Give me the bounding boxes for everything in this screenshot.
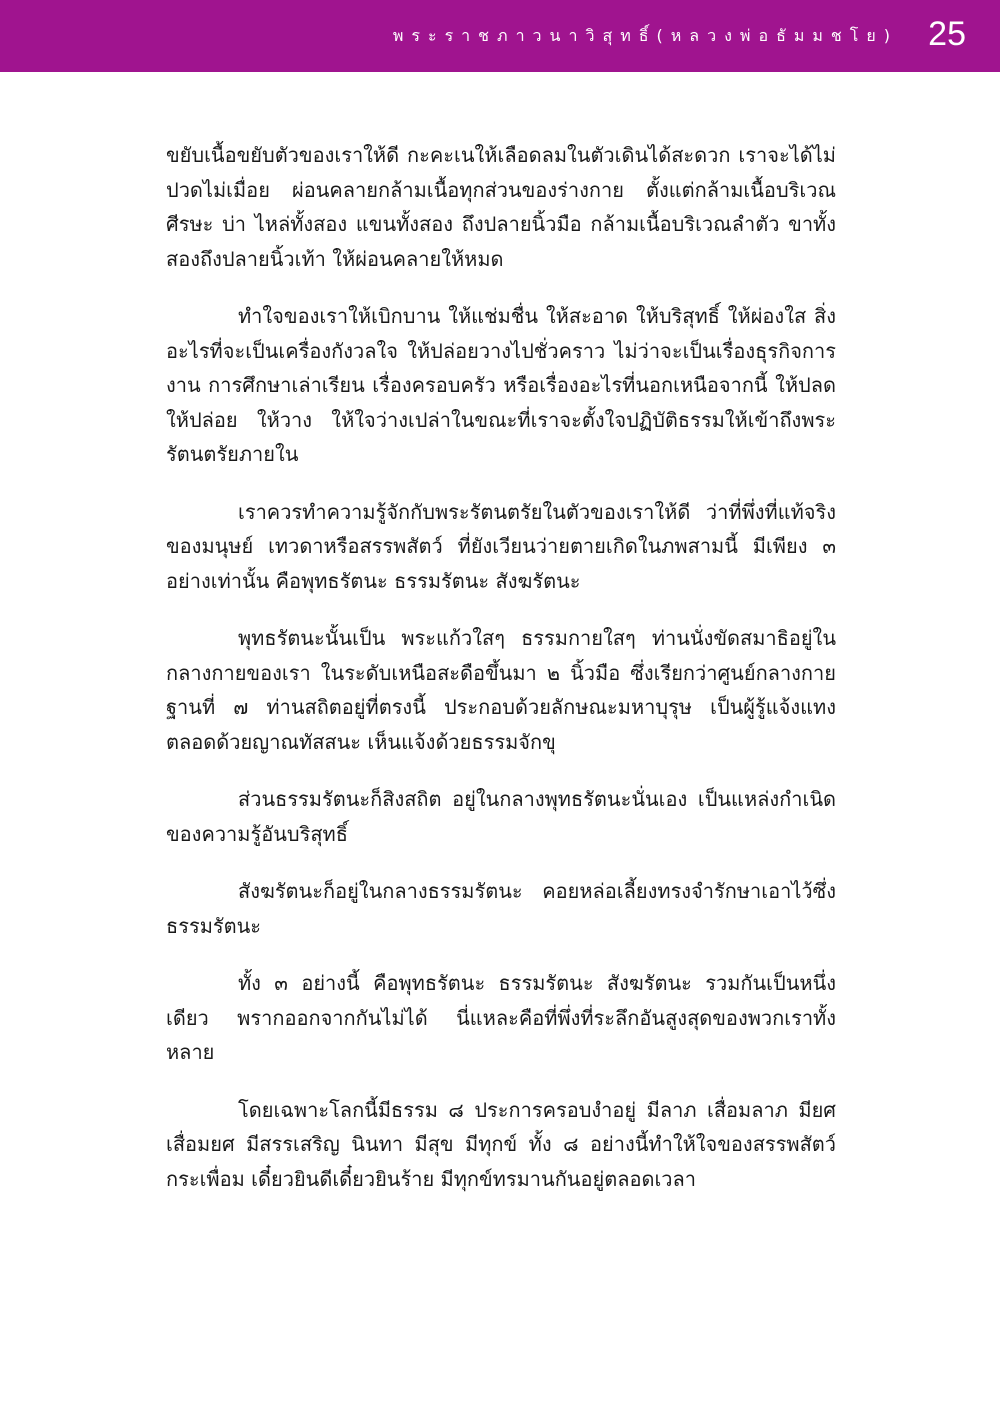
paragraph-2: ทำใจของเราให้เบิกบาน ให้แช่มชื่น ให้สะอาด ให้บริสุทธิ์ ให้ผ่องใส สิ่งอะไรที่จะเป็นเครื่องกังวลใจ ให้ปล่อยวางไปชั่วคราว ไม่ว่าจะเป็นเรื่องธุรกิจการงาน การศึกษาเล่าเรียน เรื่องครอบครัว หรือเรื่องอะไรที่นอกเหนือจากนี้ ให้ปลด ให้ปล่อย ให้วาง ให้ใจว่างเปล่าในขณะที่เราจะตั้งใจปฏิบัติธรรมให้เข้าถึงพระรัตนตรัยภายใน (166, 304, 836, 466)
paragraph-1: ขยับเนื้อขยับตัวของเราให้ดี กะคะเนให้เลือดลมในตัวเดินได้สะดวก เราจะได้ไม่ปวดไม่เมื่อย ผ่อนคลายกล้ามเนื้อทุกส่วนของร่างกาย ตั้งแต่กล้ามเนื้อบริเวณศีรษะ บ่า ไหล่ทั้งสอง แขนทั้งสอง ถึงปลายนิ้วมือ กล้ามเนื้อบริเวณลำตัว ขาทั้งสองถึงปลายนิ้วเท้า ให้ผ่อนคลายให้หมด (166, 143, 836, 271)
running-header-title: พระราชภาวนาวิสุทธิ์(หลวงพ่อธัมมชโย) (392, 26, 898, 45)
paragraph-5: ส่วนธรรมรัตนะก็สิงสถิต อยู่ในกลางพุทธรัตนะนั่นเอง เป็นแหล่งกำเนิดของความรู้อันบริสุทธิ์ (166, 787, 836, 846)
page-header-bar (0, 0, 1000, 72)
page-number: 25 (928, 15, 966, 53)
paragraph-4: พุทธรัตนะนั้นเป็น พระแก้วใสๆ ธรรมกายใสๆ ท่านนั่งขัดสมาธิอยู่ในกลางกายของเรา ในระดับเหนือสะดือขึ้นมา ๒ นิ้วมือ ซึ่งเรียกว่าศูนย์กลางกายฐานที่ ๗ ท่านสถิตอยู่ที่ตรงนี้ ประกอบด้วยลักษณะมหาบุรุษ เป็นผู้รู้แจ้งแทงตลอดด้วยญาณทัสสนะ เห็นแจ้งด้วยธรรมจักขุ (166, 626, 836, 754)
paragraph-6: สังฆรัตนะก็อยู่ในกลางธรรมรัตนะ คอยหล่อเลี้ยงทรงจำรักษาเอาไว้ซึ่งธรรมรัตนะ (166, 879, 836, 938)
paragraph-3: เราควรทำความรู้จักกับพระรัตนตรัยในตัวของเราให้ดี ว่าที่พึ่งที่แท้จริงของมนุษย์ เทวดาหรือสรรพสัตว์ ที่ยังเวียนว่ายตายเกิดในภพสามนี้ มีเพียง ๓ อย่างเท่านั้น คือพุทธรัตนะ ธรรมรัตนะ สังฆรัตนะ (166, 499, 836, 593)
paragraph-8: โดยเฉพาะโลกนี้มีธรรม ๘ ประการครอบงำอยู่ มีลาภ เสื่อมลาภ มียศ เสื่อมยศ มีสรรเสริญ นินทา มีสุข มีทุกข์ ทั้ง ๘ อย่างนี้ทำให้ใจของสรรพสัตว์กระเพื่อม เดี๋ยวยินดีเดี๋ยวยินร้าย มีทุกข์ทรมานกันอยู่ตลอดเวลา (166, 1097, 836, 1191)
page-body (166, 138, 836, 1219)
paragraph-7: ทั้ง ๓ อย่างนี้ คือพุทธรัตนะ ธรรมรัตนะ สังฆรัตนะ รวมกันเป็นหนึ่งเดียว พรากออกจากกันไม่ได้ นี่แหละคือที่พึ่งที่ระลึกอันสูงสุดของพวกเราทั้งหลาย (166, 971, 836, 1064)
